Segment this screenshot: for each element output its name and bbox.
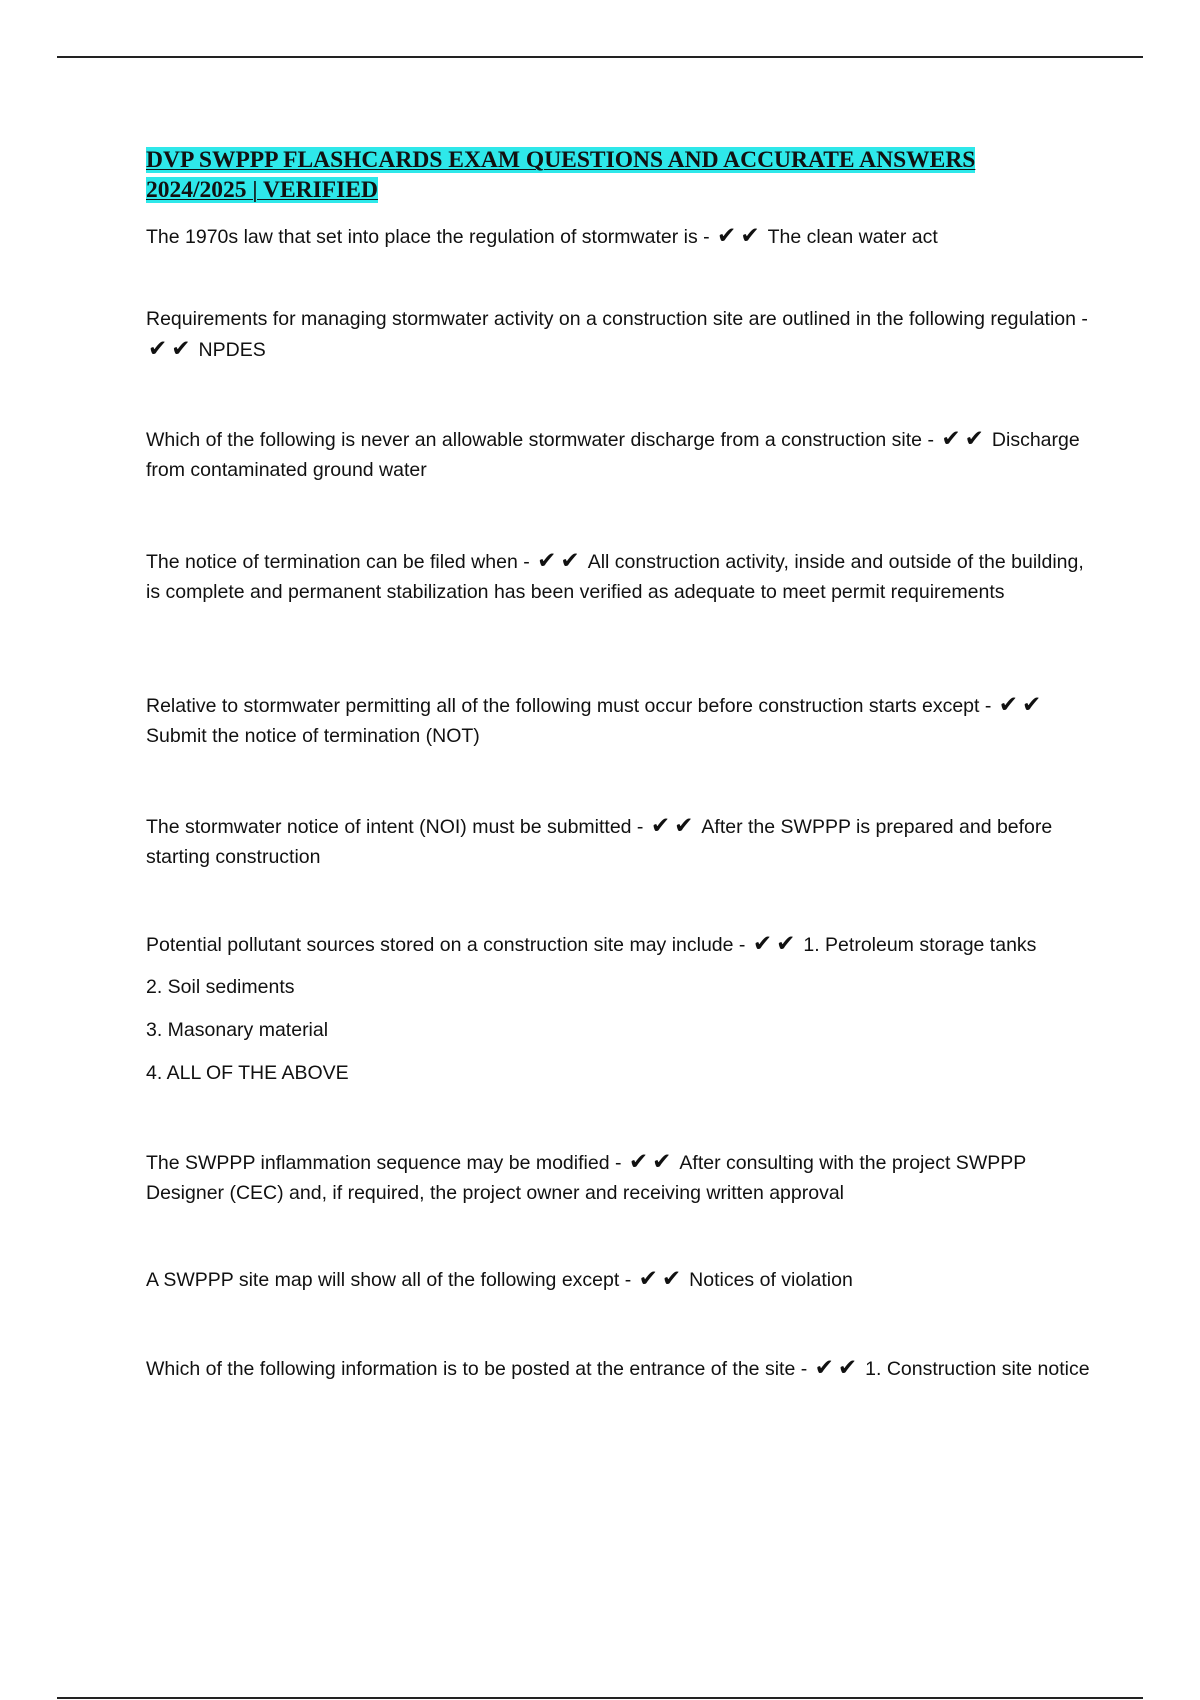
list-item: 2. Soil sediments: [146, 976, 295, 998]
question-text: The 1970s law that set into place the regulation of stormwater is -: [146, 226, 710, 248]
answer-text: The clean water act: [767, 226, 938, 248]
double-check-icon: ✔✔: [628, 1149, 676, 1175]
question-text: Which of the following is never an allowable stormwater discharge from a construction site -: [146, 429, 934, 451]
question-text: The SWPPP inflammation sequence may be modified -: [146, 1152, 622, 1174]
double-check-icon: ✔✔: [941, 426, 988, 452]
question-text: The stormwater notice of intent (NOI) must be submitted -: [146, 816, 644, 838]
title-line-1: DVP SWPPP FLASHCARDS EXAM QUESTIONS AND ACCURATE ANSWERS: [146, 147, 976, 173]
answer-text: After the SWPPP is prepared and before starting construction: [146, 816, 1053, 868]
qa-item-3: [146, 424, 1096, 485]
qa-item-9: [146, 1264, 1096, 1295]
header-rule: [57, 56, 1143, 58]
question-text: Requirements for managing stormwater activity on a construction site are outlined in the following regulation -: [146, 308, 1088, 330]
question-text: Which of the following information is to be posted at the entrance of the site -: [146, 1358, 808, 1380]
double-check-icon: ✔✔: [148, 336, 195, 362]
double-check-icon: ✔✔: [717, 223, 764, 249]
answer-text: After consulting with the project SWPPP Designer (CEC) and, if required, the project owner and receiving written approval: [146, 1152, 1026, 1204]
double-check-icon: ✔✔: [998, 692, 1046, 718]
answer-text: All construction activity, inside and outside of the building, is complete and permanent stabilization has been verified as adequate to meet permit requirements: [146, 551, 1084, 603]
double-check-icon: ✔✔: [537, 548, 584, 574]
answer-text: Notices of violation: [689, 1269, 853, 1291]
answer-text: NPDES: [198, 339, 266, 361]
double-check-icon: ✔✔: [814, 1355, 862, 1381]
document-title: [146, 145, 1046, 205]
qa-item-6: [146, 811, 1096, 872]
question-text: Relative to stormwater permitting all of the following must occur before construction starts except -: [146, 695, 992, 717]
double-check-icon: ✔✔: [752, 931, 800, 957]
double-check-icon: ✔✔: [638, 1266, 686, 1292]
question-text: A SWPPP site map will show all of the following except -: [146, 1269, 632, 1291]
title-line-2: 2024/2025 | VERIFIED: [146, 177, 378, 203]
list-item: 3. Masonary material: [146, 1019, 329, 1041]
qa-item-8: [146, 1147, 1096, 1208]
question-text: The notice of termination can be filed when -: [146, 551, 530, 573]
double-check-icon: ✔✔: [650, 813, 698, 839]
qa-item-4: [146, 546, 1096, 607]
answer-text: Discharge from contaminated ground water: [146, 429, 1080, 481]
answer-text: 1. Petroleum storage tanks: [803, 934, 1037, 956]
qa-item-1: [146, 221, 1096, 252]
list-item: 4. ALL OF THE ABOVE: [146, 1062, 349, 1084]
qa-item-5: [146, 690, 1096, 751]
question-text: Potential pollutant sources stored on a construction site may include -: [146, 934, 746, 956]
qa-item-7: [146, 929, 1096, 960]
qa-item-10: [146, 1353, 1096, 1384]
footer-rule: [57, 1697, 1143, 1699]
answer-text: 1. Construction site notice: [865, 1358, 1090, 1380]
answer-text: Submit the notice of termination (NOT): [146, 725, 480, 747]
qa-item-2: [146, 304, 1096, 365]
